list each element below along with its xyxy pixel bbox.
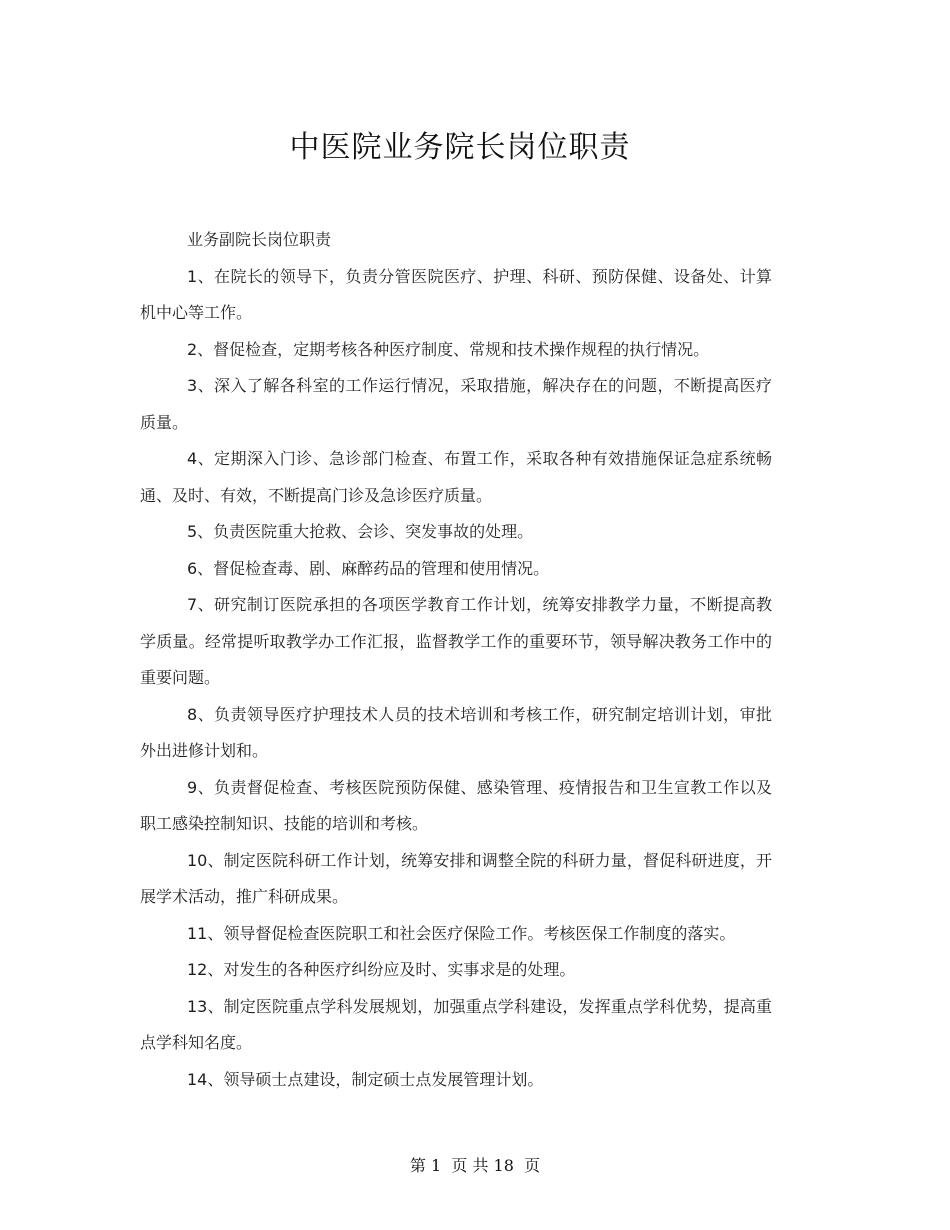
duty-item-3: 3、深入了解各科室的工作运行情况，采取措施，解决存在的问题，不断提高医疗质量。	[140, 376, 772, 432]
duty-item-5: 5、负责医院重大抢救、会诊、突发事故的处理。	[187, 522, 534, 541]
document-title: 中医院业务院长岗位职责	[289, 130, 631, 165]
page-footer	[0, 1154, 950, 1178]
duty-item-11: 11、领导督促检查医院职工和社会医疗保险工作。考核医保工作制度的落实。	[187, 923, 736, 943]
duty-item-1: 1、在院长的领导下，负责分管医院医疗、护理、科研、预防保健、设备处、计算机中心等工作。	[140, 266, 772, 322]
duty-item-4: 4、定期深入门诊、急诊部门检查、布置工作，采取各种有效措施保证急症系统畅通、及时、有效，不断提高门诊及急诊医疗质量。	[140, 449, 772, 505]
duty-item-6: 6、督促检查毒、剧、麻醉药品的管理和使用情况。	[187, 558, 550, 578]
page-number: 第 1 页 共 18 页	[409, 1156, 541, 1175]
duty-item-9: 9、负责督促检查、考核医院预防保健、感染管理、疫情报告和卫生宣教工作以及职工感染控制知识、技能的培训和考核。	[140, 777, 772, 833]
document-body	[140, 222, 772, 1098]
duty-item-8: 8、负责领导医疗护理技术人员的技术培训和考核工作，研究制定培训计划，审批外出进修计划和。	[140, 704, 772, 760]
duty-item-13: 13、制定医院重点学科发展规划，加强重点学科建设，发挥重点学科优势，提高重点学科知名度。	[140, 996, 772, 1052]
duty-item-10: 10、制定医院科研工作计划，统筹安排和调整全院的科研力量，督促科研进度，开展学术活动，推广科研成果。	[140, 850, 772, 906]
section-heading: 业务副院长岗位职责	[187, 230, 332, 249]
duty-item-2: 2、督促检查，定期考核各种医疗制度、常规和技术操作规程的执行情况。	[187, 339, 710, 359]
duty-item-14: 14、领导硕士点建设，制定硕士点发展管理计划。	[187, 1069, 544, 1089]
duty-item-7: 7、研究制订医院承担的各项医学教育工作计划，统筹安排教学力量，不断提高教学质量。经常提听取教学办工作汇报，监督教学工作的重要环节，领导解决教务工作中的重要问题。	[140, 595, 772, 687]
duty-item-12: 12、对发生的各种医疗纠纷应及时、实事求是的处理。	[187, 960, 576, 979]
